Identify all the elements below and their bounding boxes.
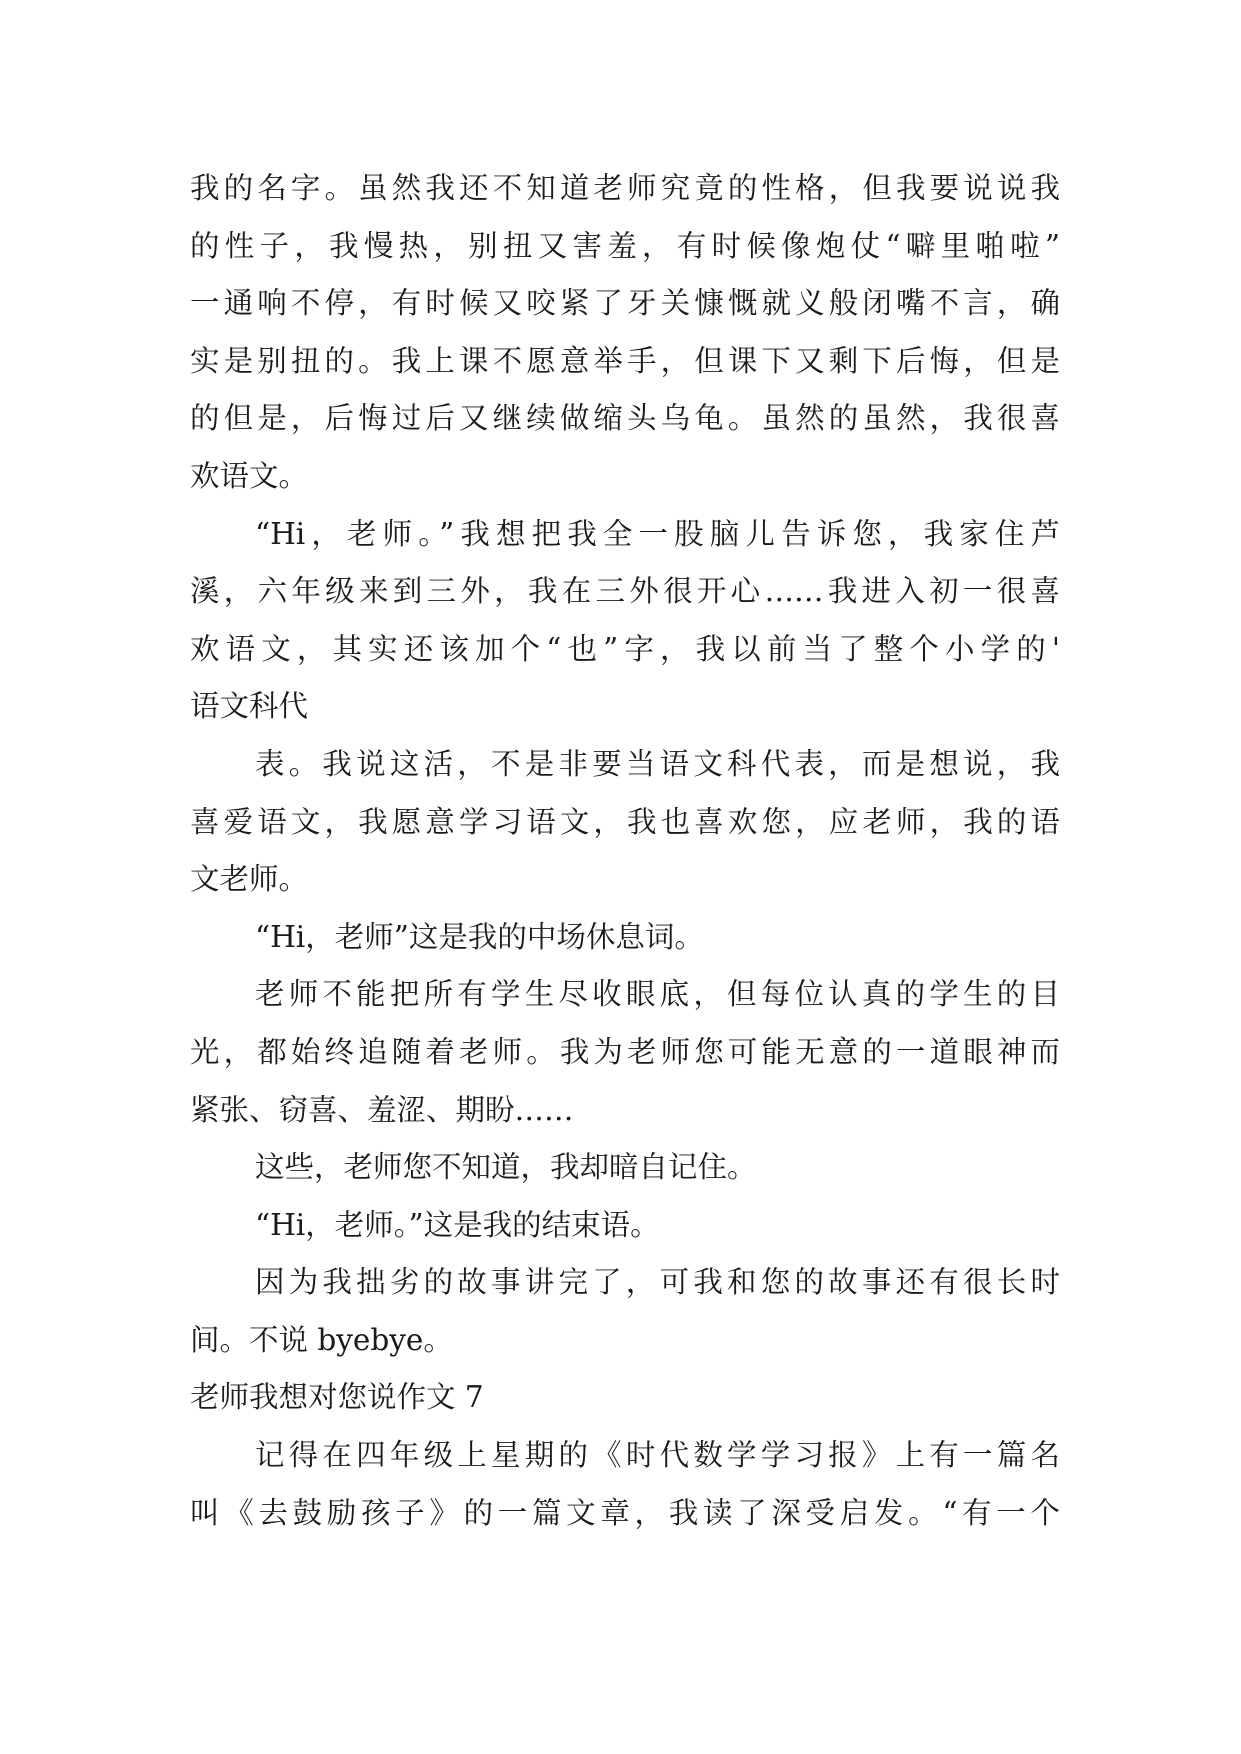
text-line: 欢语文。 [190, 458, 309, 493]
text-line: 的但是，后悔过后又继续做缩头乌龟。虽然的虽然，我很喜 [190, 401, 1060, 436]
text-line: 一通响不停，有时候又咬紧了牙关慷慨就义般闭嘴不言，确 [190, 286, 1060, 321]
text-line: 我的名字。虽然我还不知道老师究竟的性格，但我要说说我 [190, 171, 1060, 205]
text-line: “Hi，老师。”这是我的结束语。 [255, 1207, 660, 1242]
paragraph [190, 1139, 1060, 1197]
text-line: 实是别扭的。我上课不愿意举手，但课下又剩下后悔，但是 [190, 343, 1060, 378]
paragraph [190, 909, 1060, 967]
section-heading-text: 老师我想对您说作文 7 [190, 1380, 484, 1415]
section-heading [190, 1369, 1060, 1427]
document-body [190, 160, 1060, 1542]
text-line: 的性子，我慢热，别扭又害羞，有时候像炮仗“噼里啪啦” [190, 228, 1060, 263]
text-line: 间。不说 byebye。 [190, 1322, 453, 1357]
text-line: 文老师。 [190, 862, 309, 897]
text-line: 溪，六年级来到三外，我在三外很开心……我进入初一很喜 [190, 574, 1060, 609]
text-line: 记得在四年级上星期的《时代数学学习报》上有一篇名 [255, 1438, 1060, 1473]
text-line: 这些，老师您不知道，我却暗自记住。 [255, 1150, 757, 1185]
paragraph [190, 736, 1060, 909]
paragraph [190, 966, 1060, 1139]
text-line: 老师不能把所有学生尽收眼底，但每位认真的学生的目 [255, 977, 1060, 1012]
paragraph [190, 506, 1060, 736]
paragraph [190, 1254, 1060, 1369]
text-line: 欢语文，其实还该加个“也”字，我以前当了整个小学的' [190, 631, 1060, 666]
text-line: “Hi，老师。”我想把我全一股脑儿告诉您，我家住芦 [255, 516, 1060, 551]
text-line: 因为我拙劣的故事讲完了，可我和您的故事还有很长时 [255, 1265, 1060, 1300]
paragraph [190, 1197, 1060, 1255]
text-line: 语文科代 [190, 689, 309, 724]
paragraph [190, 1427, 1060, 1542]
text-line: 光，都始终追随着老师。我为老师您可能无意的一道眼神而 [190, 1034, 1060, 1069]
text-line: “Hi，老师”这是我的中场休息词。 [255, 919, 704, 954]
paragraph [190, 160, 1060, 506]
text-line: 紧张、窃喜、羞涩、期盼…… [190, 1092, 574, 1127]
text-line: 表。我说这活，不是非要当语文科代表，而是想说，我 [255, 746, 1060, 781]
text-line: 喜爱语文，我愿意学习语文，我也喜欢您，应老师，我的语 [190, 804, 1060, 839]
text-line: 叫《去鼓励孩子》的一篇文章，我读了深受启发。“有一个 [190, 1495, 1060, 1530]
